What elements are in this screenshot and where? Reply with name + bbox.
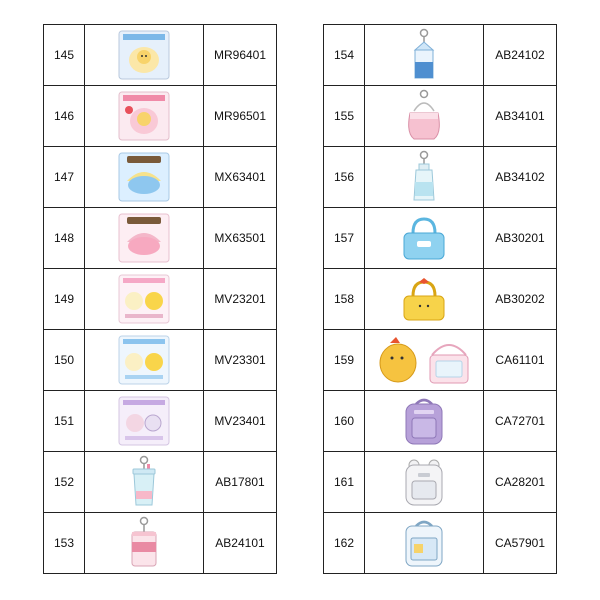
product-code-cell — [484, 147, 557, 208]
item-number: 161 — [333, 475, 355, 489]
product-image-cell — [85, 25, 204, 86]
table-row — [44, 452, 277, 513]
clear-backpack-icon — [396, 516, 452, 570]
product-code: AB24102 — [495, 48, 545, 62]
item-number: 160 — [333, 414, 355, 428]
item-number: 150 — [53, 353, 75, 367]
pink-pouch-keychain-icon — [402, 89, 446, 143]
milk-carton-keychain-icon — [404, 28, 444, 82]
item-number: 157 — [333, 231, 355, 245]
product-image-cell — [85, 391, 204, 452]
product-code: AB34101 — [495, 109, 545, 123]
item-number-cell — [44, 391, 85, 452]
right-catalog-table — [323, 24, 557, 574]
product-package-icon — [117, 151, 171, 203]
product-code: MX63501 — [214, 231, 266, 245]
item-number: 147 — [53, 170, 75, 184]
item-number-cell — [324, 208, 365, 269]
product-code: MV23401 — [214, 414, 266, 428]
product-code: MR96401 — [213, 48, 267, 62]
item-number: 146 — [53, 109, 75, 123]
product-code-cell — [204, 25, 277, 86]
item-number-cell — [44, 330, 85, 391]
product-image-cell — [365, 25, 484, 86]
table-row — [44, 25, 277, 86]
item-number: 155 — [333, 109, 355, 123]
product-code-cell — [204, 147, 277, 208]
product-code-cell — [484, 86, 557, 147]
product-image-cell — [365, 208, 484, 269]
product-code: AB30201 — [495, 231, 545, 245]
product-code: MX63401 — [214, 170, 266, 184]
item-number-cell — [44, 86, 85, 147]
item-number-cell — [44, 25, 85, 86]
bottle-keychain-icon — [404, 150, 444, 204]
product-image-cell — [365, 147, 484, 208]
product-code: CA72701 — [494, 414, 546, 428]
table-row — [324, 330, 557, 391]
product-image-cell — [365, 452, 484, 513]
plush-and-shoulder-bag-icon — [374, 333, 474, 387]
product-image-cell — [365, 86, 484, 147]
product-image-cell — [85, 86, 204, 147]
item-number-cell — [324, 147, 365, 208]
item-number-cell — [324, 86, 365, 147]
product-code-cell — [484, 25, 557, 86]
product-image-cell — [85, 513, 204, 574]
product-code-cell — [484, 269, 557, 330]
table-row — [324, 25, 557, 86]
product-package-icon — [117, 90, 171, 142]
item-number: 158 — [333, 292, 355, 306]
product-image-cell — [365, 391, 484, 452]
yellow-handbag-icon — [399, 274, 449, 324]
product-image-cell — [85, 147, 204, 208]
table-row — [44, 269, 277, 330]
item-number-cell — [324, 391, 365, 452]
item-number: 151 — [53, 414, 75, 428]
table-row — [44, 208, 277, 269]
product-image-cell — [365, 269, 484, 330]
item-number-cell — [44, 147, 85, 208]
product-code-cell — [204, 208, 277, 269]
table-row — [324, 513, 557, 574]
cup-keychain-icon — [124, 455, 164, 509]
product-code: AB30202 — [495, 292, 545, 306]
table-row — [44, 513, 277, 574]
item-number-cell — [324, 452, 365, 513]
product-image-cell — [365, 330, 484, 391]
item-number-cell — [324, 269, 365, 330]
table-row — [324, 452, 557, 513]
product-code: MV23201 — [214, 292, 266, 306]
product-package-icon — [117, 212, 171, 264]
item-number: 154 — [333, 48, 355, 62]
product-package-icon — [117, 334, 171, 386]
item-number: 159 — [333, 353, 355, 367]
product-image-cell — [365, 513, 484, 574]
product-package-icon — [117, 273, 171, 325]
item-number-cell — [44, 452, 85, 513]
product-code-cell — [204, 391, 277, 452]
product-code: MV23301 — [214, 353, 266, 367]
table-row — [324, 147, 557, 208]
item-number-cell — [324, 25, 365, 86]
product-code-cell — [204, 86, 277, 147]
item-number: 162 — [333, 536, 355, 550]
item-number-cell — [44, 269, 85, 330]
product-code-cell — [204, 330, 277, 391]
product-image-cell — [85, 208, 204, 269]
item-number: 156 — [333, 170, 355, 184]
table-row — [44, 391, 277, 452]
product-code-cell — [484, 513, 557, 574]
table-row — [324, 208, 557, 269]
table-row — [44, 330, 277, 391]
white-backpack-icon — [396, 455, 452, 509]
product-image-cell — [85, 330, 204, 391]
item-number-cell — [324, 513, 365, 574]
product-code: CA61101 — [495, 353, 545, 367]
product-code: AB17801 — [215, 475, 265, 489]
item-number: 152 — [53, 475, 75, 489]
product-code: AB34102 — [495, 170, 545, 184]
table-row — [44, 147, 277, 208]
product-code-cell — [484, 208, 557, 269]
product-image-cell — [85, 269, 204, 330]
left-catalog-table — [43, 24, 277, 574]
product-code: MR96501 — [213, 109, 267, 123]
product-code-cell — [204, 269, 277, 330]
item-number-cell — [324, 330, 365, 391]
item-number: 153 — [53, 536, 75, 550]
item-number: 145 — [53, 48, 75, 62]
table-row — [324, 86, 557, 147]
product-image-cell — [85, 452, 204, 513]
item-number: 149 — [53, 292, 75, 306]
product-code: CA57901 — [494, 536, 546, 550]
product-code-cell — [204, 452, 277, 513]
canister-keychain-icon — [124, 516, 164, 570]
product-code-cell — [204, 513, 277, 574]
table-row — [324, 269, 557, 330]
product-code-cell — [484, 330, 557, 391]
item-number: 148 — [53, 231, 75, 245]
table-row — [44, 86, 277, 147]
product-package-icon — [117, 395, 171, 447]
product-code: AB24101 — [215, 536, 265, 550]
product-code-cell — [484, 452, 557, 513]
product-package-icon — [117, 29, 171, 81]
purple-backpack-icon — [396, 394, 452, 448]
item-number-cell — [44, 208, 85, 269]
blue-handbag-icon — [399, 213, 449, 263]
item-number-cell — [44, 513, 85, 574]
product-code: CA28201 — [494, 475, 546, 489]
table-row — [324, 391, 557, 452]
product-code-cell — [484, 391, 557, 452]
